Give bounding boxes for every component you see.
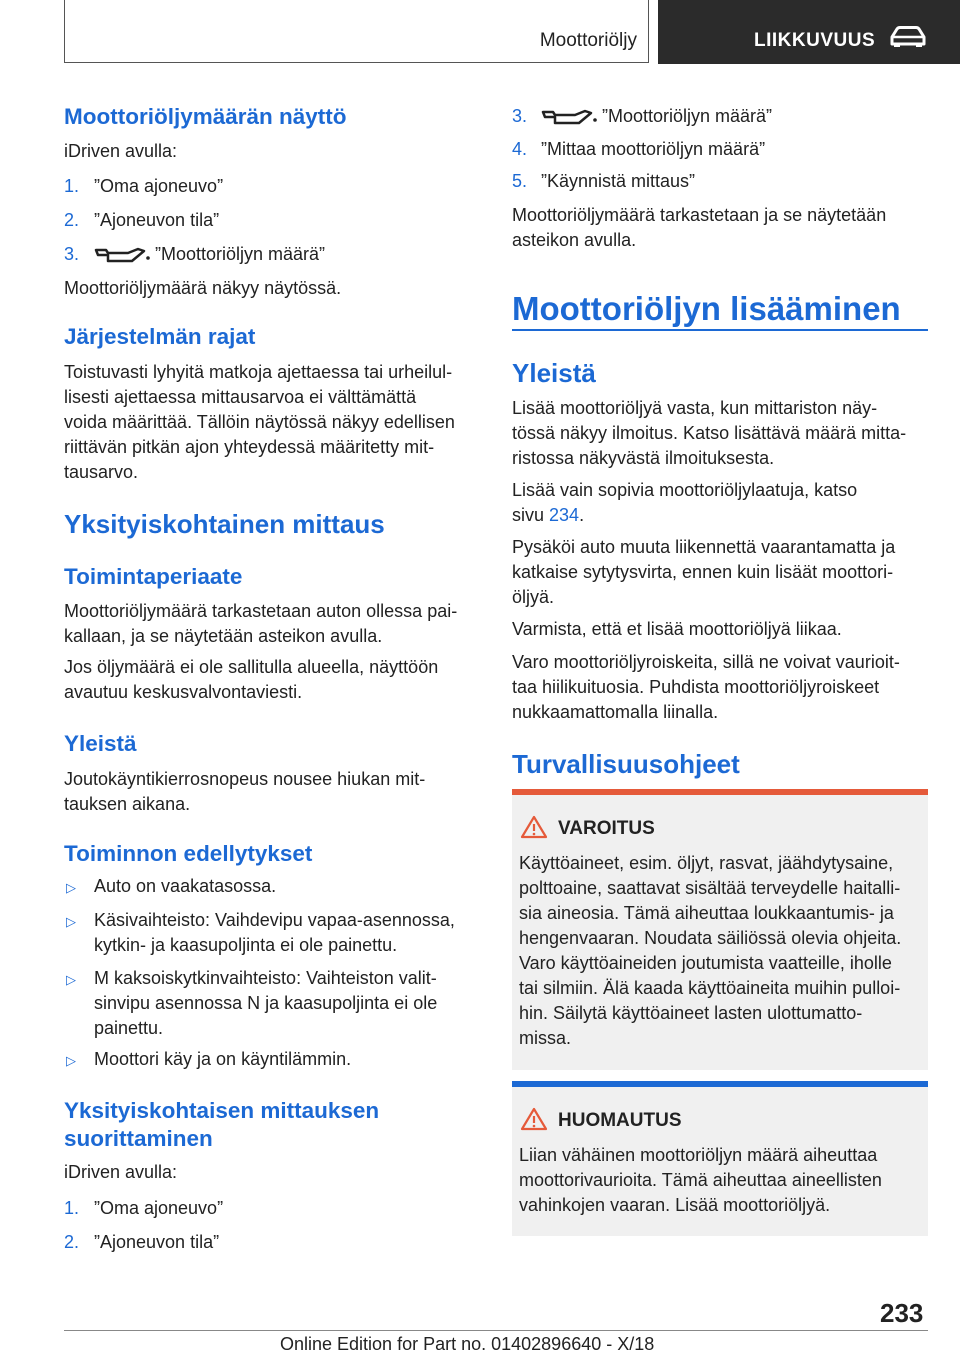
warning-title: VAROITUS: [558, 818, 655, 839]
paragraph-line: Pysäköi auto muuta liikennettä vaarantamatta ja: [512, 537, 896, 557]
list-item: ”Käynnistä mittaus”: [541, 171, 696, 191]
condition-item: Käsivaihteisto: Vaihdevipu vapaa-asennossa,: [94, 910, 455, 930]
paragraph-line: [512, 503, 584, 529]
list-number: 1.: [64, 1198, 80, 1218]
heading-safety: Turvallisuusohjeet: [512, 749, 740, 779]
bullet-triangle-icon: ▷: [66, 972, 76, 987]
warning-line: hin. Säilytä käyttöaineet lasten ulottumatto-: [519, 1003, 863, 1023]
warning-line: tai silmiin. Älä kaada käyttöaineita muihin pulloi-: [519, 978, 901, 998]
paragraph-line: tössä näkyy ilmoitus. Katso lisättävä määrä mitta-: [512, 423, 907, 443]
paragraph-line: Varo moottoriöljyroiskeita, sillä ne voivat vaurioit-: [512, 652, 900, 672]
text: .: [579, 505, 585, 525]
bullet-triangle-icon: ▷: [66, 914, 76, 929]
paragraph-line: Lisää vain sopivia moottoriöljylaatuja, katso: [512, 480, 858, 500]
header-section-title: Moottoriöljy: [539, 30, 637, 51]
list-number: 4.: [512, 139, 528, 159]
warning-line: polttoaine, saattavat sisältää terveydelle haitalli-: [519, 878, 901, 898]
heading-conditions: Toiminnon edellytykset: [64, 841, 313, 866]
paragraph-line: Jos öljymäärä ei ole sallitulla alueella, näyttöön: [64, 657, 439, 677]
list-number: 2.: [64, 210, 80, 230]
bullet-triangle-icon: ▷: [66, 880, 76, 895]
paragraph-line: Joutokäyntikierrosnopeus nousee hiukan mit-: [64, 769, 426, 789]
warning-line: Käyttöaineet, esim. öljyt, rasvat, jäähdytysaine,: [519, 853, 894, 873]
warning-box: [512, 789, 928, 1070]
idrive-intro: iDriven avulla:: [64, 1162, 178, 1182]
warning-line: hengenvaaran. Noudata säiliössä olevia ohjeita.: [519, 928, 902, 948]
page-number: 233: [880, 1298, 924, 1328]
list-number: 1.: [64, 176, 80, 196]
oil-can-icon: [94, 245, 150, 265]
heading-perform-measurement-line2: suorittaminen: [64, 1126, 213, 1151]
list-item: ”Ajoneuvon tila”: [94, 210, 220, 230]
heading-rule: [512, 329, 928, 331]
paragraph-line: öljyä.: [512, 587, 555, 607]
list-item: ”Oma ajoneuvo”: [94, 176, 224, 196]
heading-adding-oil: Moottoriöljyn lisääminen: [512, 290, 901, 327]
list-item: ”Moottoriöljyn määrä”: [602, 106, 773, 126]
notice-box: [512, 1081, 928, 1236]
heading-detailed-measurement: Yksityiskohtainen mittaus: [64, 509, 385, 539]
paragraph-line: avautuu keskusvalvontaviesti.: [64, 682, 303, 702]
header-chapter-tab: [658, 0, 960, 64]
warning-line: Varo käyttöaineiden joutumista vaatteille, iholle: [519, 953, 892, 973]
footer-edition: Online Edition for Part no. 01402896640 - X/18: [280, 1334, 655, 1354]
condition-item: sinvipu asennossa N ja kaasupoljinta ei ole: [94, 993, 438, 1013]
paragraph-line: lisesti ajettaessa mittausarvoa ei välttämättä: [64, 387, 417, 407]
page-link[interactable]: 234: [549, 505, 580, 525]
paragraph-line: taa hiilikuituosia. Puhdista moottoriöljyroiskeet: [512, 677, 880, 697]
paragraph-line: tauksen aikana.: [64, 794, 191, 814]
paragraph-line: asteikon avulla.: [512, 230, 637, 250]
paragraph-line: voida määrittää. Tällöin näytössä näkyy edellisen: [64, 412, 455, 432]
notice-line: moottorivaurioita. Tämä aiheuttaa aineellisten: [519, 1170, 882, 1190]
paragraph-line: katkaise sytytysvirta, ennen kuin lisäät moottori-: [512, 562, 894, 582]
list-item: ”Moottoriöljyn määrä”: [155, 244, 326, 264]
warning-triangle-icon: [520, 1107, 548, 1131]
paragraph-line: riittävän pitkän ajon yhteydessä määritetty mit-: [64, 437, 435, 457]
list-number: 2.: [64, 1232, 80, 1252]
list-item: ”Mittaa moottoriöljyn määrä”: [541, 139, 766, 159]
paragraph-line: Lisää moottoriöljyä vasta, kun mittariston näy-: [512, 398, 878, 418]
list-number: 3.: [512, 106, 528, 126]
condition-item: M kaksoiskytkinvaihteisto: Vaihteiston valit-: [94, 968, 437, 988]
car-icon: [889, 26, 927, 48]
notice-line: Liian vähäinen moottoriöljyn määrä aiheuttaa: [519, 1145, 878, 1165]
bullet-triangle-icon: ▷: [66, 1053, 76, 1068]
heading-principle: Toimintaperiaate: [64, 564, 243, 589]
paragraph-line: nukkaamattomalla liinalla.: [512, 702, 719, 722]
paragraph-line: Moottoriöljymäärä tarkastetaan auton ollessa pai-: [64, 601, 458, 621]
paragraph: Moottoriöljymäärä näkyy näytössä.: [64, 278, 342, 298]
paragraph-line: Varmista, että et lisää moottoriöljyä liikaa.: [512, 619, 842, 639]
list-number: 3.: [64, 244, 80, 264]
warning-line: sia aineosia. Tämä aiheuttaa loukkaantumis- ja: [519, 903, 894, 923]
paragraph-line: tausarvo.: [64, 462, 139, 482]
oil-can-icon: [541, 107, 597, 127]
warning-line: missa.: [519, 1028, 572, 1048]
paragraph-line: kallaan, ja se näytetään asteikon avulla.: [64, 626, 383, 646]
warning-triangle-icon: [520, 815, 548, 839]
list-number: 5.: [512, 171, 528, 191]
notice-title: HUOMAUTUS: [558, 1110, 682, 1131]
paragraph-line: ristossa näkyvästä ilmoituksesta.: [512, 448, 775, 468]
heading-general: Yleistä: [512, 358, 596, 388]
heading-oil-level-display: Moottoriöljymäärän näyttö: [64, 104, 347, 129]
idrive-intro: iDriven avulla:: [64, 141, 178, 161]
notice-line: vahinkojen vaaran. Lisää moottoriöljyä.: [519, 1195, 831, 1215]
heading-system-limits: Järjestelmän rajat: [64, 324, 256, 349]
condition-item: painettu.: [94, 1018, 164, 1038]
warning-bar: [512, 789, 928, 795]
notice-bar: [512, 1081, 928, 1087]
paragraph-line: Toistuvasti lyhyitä matkoja ajettaessa tai urheilul-: [64, 362, 453, 382]
text: sivu: [512, 505, 550, 525]
list-item: ”Ajoneuvon tila”: [94, 1232, 220, 1252]
condition-item: Auto on vaakatasossa.: [94, 876, 277, 896]
condition-item: kytkin- ja kaasupoljinta ei ole painettu.: [94, 935, 398, 955]
heading-perform-measurement: Yksityiskohtaisen mittauksen: [64, 1098, 380, 1123]
paragraph-line: Moottoriöljymäärä tarkastetaan ja se näytetään: [512, 205, 887, 225]
heading-general: Yleistä: [64, 731, 137, 756]
condition-item: Moottori käy ja on käyntilämmin.: [94, 1049, 352, 1069]
header-chapter-label: LIIKKUVUUS: [754, 30, 876, 51]
footer-rule: [64, 1330, 928, 1331]
list-item: ”Oma ajoneuvo”: [94, 1198, 224, 1218]
